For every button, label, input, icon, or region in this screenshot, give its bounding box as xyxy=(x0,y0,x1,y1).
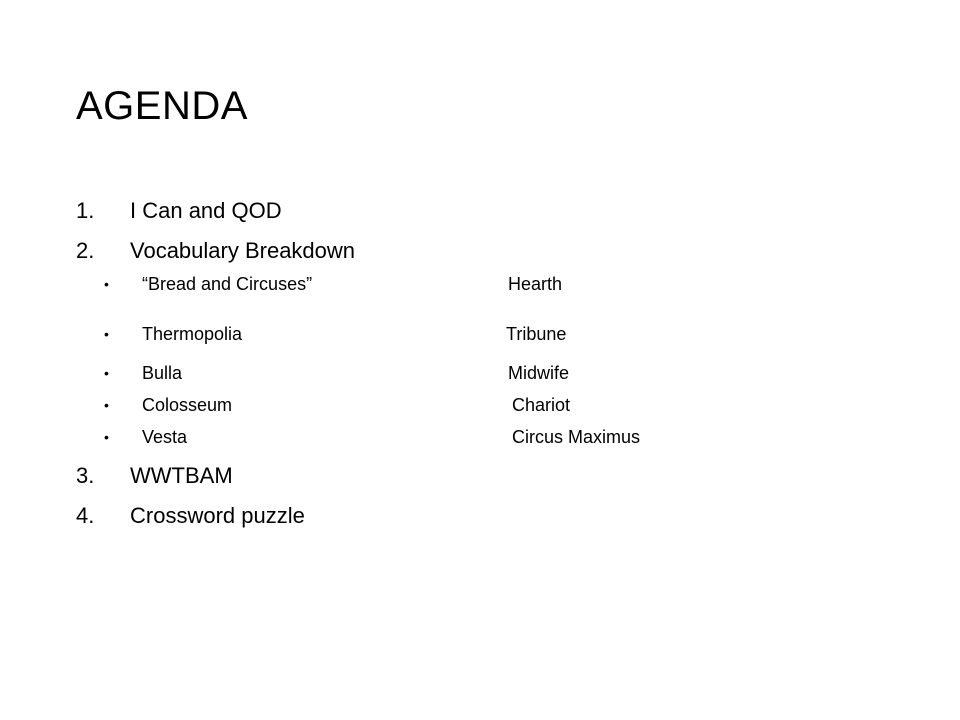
vocab-term-left: Vesta xyxy=(142,427,188,447)
bullet-icon: • xyxy=(104,365,109,381)
vocab-term-left: “Bread and Circuses” xyxy=(142,274,313,294)
agenda-item-number: 3. xyxy=(76,463,95,488)
vocab-term-right: Hearth xyxy=(508,274,563,294)
bullet-icon: • xyxy=(104,397,109,413)
agenda-item-number: 1. xyxy=(76,198,95,223)
agenda-item-label: Vocabulary Breakdown xyxy=(130,238,356,263)
vocab-term-right: Tribune xyxy=(506,324,567,344)
agenda-item-number: 4. xyxy=(76,503,95,528)
agenda-item-number: 2. xyxy=(76,238,95,263)
vocab-term-left: Thermopolia xyxy=(142,324,243,344)
agenda-item-label: I Can and QOD xyxy=(130,198,282,223)
slide-title: AGENDA xyxy=(76,84,248,128)
bullet-icon: • xyxy=(104,429,109,445)
bullet-icon: • xyxy=(104,276,109,292)
vocab-term-right: Chariot xyxy=(512,395,571,415)
agenda-item-label: Crossword puzzle xyxy=(130,503,305,528)
vocab-term-right: Midwife xyxy=(508,363,570,383)
vocab-term-left: Bulla xyxy=(142,363,183,383)
agenda-item-label: WWTBAM xyxy=(130,463,233,488)
vocab-term-right: Circus Maximus xyxy=(512,427,641,447)
bullet-icon: • xyxy=(104,326,109,342)
vocab-term-left: Colosseum xyxy=(142,395,233,415)
